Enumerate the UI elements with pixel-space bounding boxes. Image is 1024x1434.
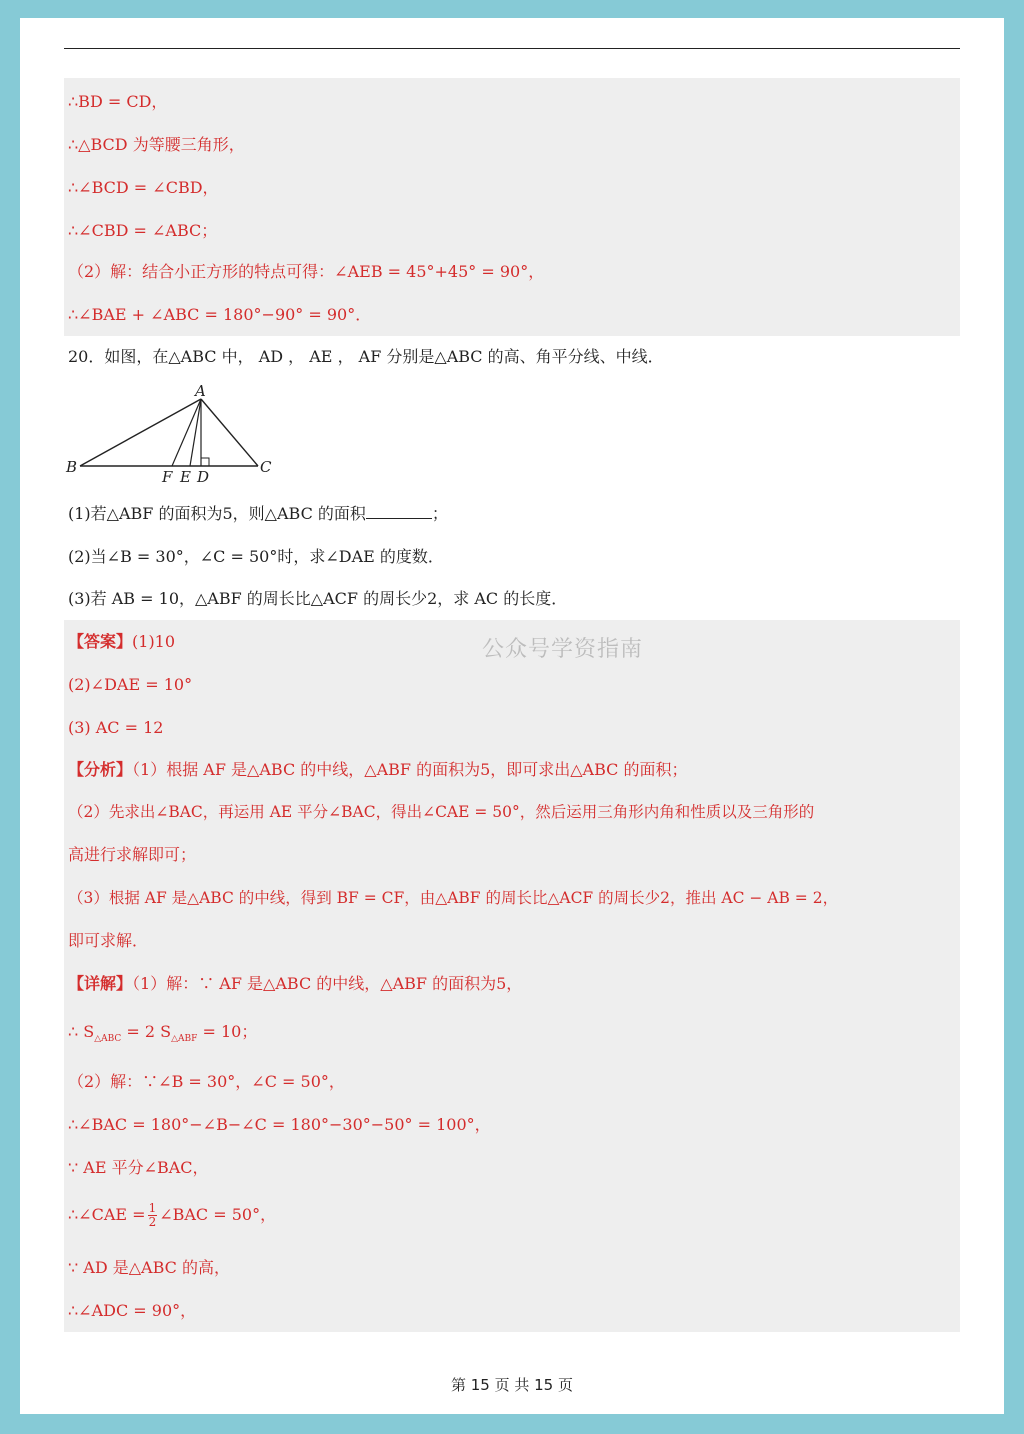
analysis-text: （1）根据 AF 是△ABC 的中线，△ABF 的面积为5，即可求出△ABC 的面积； (132, 760, 688, 779)
analysis-line-2: （2）先求出∠BAC，再运用 AE 平分∠BAC，得出∠CAE = 50°，然后运用三角形内角和性质以及三角形的 (68, 803, 815, 821)
answer-line-1 (68, 631, 175, 653)
detail-tag: 【详解】 (68, 974, 133, 993)
question-stem: 20．如图，在△ABC 中， AD ， AE ， AF 分别是△ABC 的高、角平分线、中线． (68, 347, 664, 366)
watermark: 公众号学资指南 (482, 637, 644, 662)
detail-line-6 (68, 1198, 276, 1232)
question-part-2: (2)当∠B = 30°，∠C = 50°时，求∠DAE 的度数． (68, 547, 444, 566)
detail-text: ∴ S (68, 1022, 95, 1041)
triangle-figure (60, 382, 320, 490)
text-line: ∴∠BCD = ∠CBD， (68, 178, 219, 197)
question-part-1-end: ； (431, 504, 448, 523)
detail-line-2 (68, 1021, 257, 1050)
vertex-label-a: A (195, 382, 206, 400)
answer-tag: 【答案】 (68, 632, 133, 651)
analysis-line-3: 高进行求解即可； (68, 845, 197, 864)
fraction (148, 1202, 158, 1229)
text-line: ∴BD = CD， (68, 92, 168, 111)
vertex-label-c: C (260, 458, 272, 476)
text-line: ∴△BCD 为等腰三角形， (68, 135, 245, 154)
detail-line-4: ∴∠BAC = 180°−∠B−∠C = 180°−30°−50° = 100°， (68, 1115, 491, 1134)
detail-text: = 10； (197, 1022, 258, 1041)
point-label-d: D (197, 468, 210, 486)
detail-line-5: ∵ AE 平分∠BAC， (68, 1158, 209, 1177)
question-part-1 (68, 503, 448, 525)
point-label-e: E (180, 468, 191, 486)
analysis-line-1 (68, 759, 688, 781)
question-part-1-text: (1)若△ABF 的面积为5，则△ABC 的面积 (68, 504, 366, 523)
point-label-f: F (162, 468, 173, 486)
detail-text: （1）解：∵ AF 是△ABC 的中线，△ABF 的面积为5， (132, 974, 523, 993)
detail-text: ∠BAC = 50°， (159, 1205, 277, 1224)
subscript: △ABF (171, 1034, 198, 1044)
analysis-line-5: 即可求解． (68, 931, 149, 950)
analysis-tag: 【分析】 (68, 760, 133, 779)
detail-text: ∴∠CAE = (68, 1205, 146, 1224)
fraction-numerator: 1 (148, 1201, 157, 1215)
document-page (20, 18, 1004, 1414)
detail-line-8: ∴∠ADC = 90°， (68, 1301, 197, 1320)
answer-line-2: (2)∠DAE = 10° (68, 675, 193, 694)
vertex-label-b: B (66, 458, 78, 476)
fraction-denominator: 2 (148, 1215, 157, 1229)
detail-line-3: （2）解：∵∠B = 30°，∠C = 50°， (68, 1072, 345, 1091)
analysis-line-4: （3）根据 AF 是△ABC 的中线，得到 BF = CF，由△ABF 的周长比△ACF 的周长少2，推出 AC − AB = 2， (68, 889, 839, 907)
answer-1: (1)10 (132, 632, 176, 651)
detail-line-7: ∵ AD 是△ABC 的高， (68, 1258, 230, 1277)
detail-text: = 2 S (121, 1022, 172, 1041)
text-line: ∴∠BAE + ∠ABC = 180°−90° = 90°． (68, 305, 372, 324)
subscript: △ABC (94, 1034, 122, 1044)
page-footer: 第 15 页 共 15 页 (450, 1376, 573, 1394)
header-rule (64, 48, 960, 49)
answer-blank (366, 504, 432, 519)
detail-line-1 (68, 973, 522, 995)
text-line: （2）解：结合小正方形的特点可得：∠AEB = 45°+45° = 90°， (68, 262, 545, 281)
text-line: ∴∠CBD = ∠ABC； (68, 221, 218, 240)
question-part-3: (3)若 AB = 10，△ABF 的周长比△ACF 的周长少2，求 AC 的长度． (68, 589, 568, 608)
solution-block-1 (64, 78, 960, 336)
answer-line-3: (3) AC = 12 (68, 718, 164, 737)
